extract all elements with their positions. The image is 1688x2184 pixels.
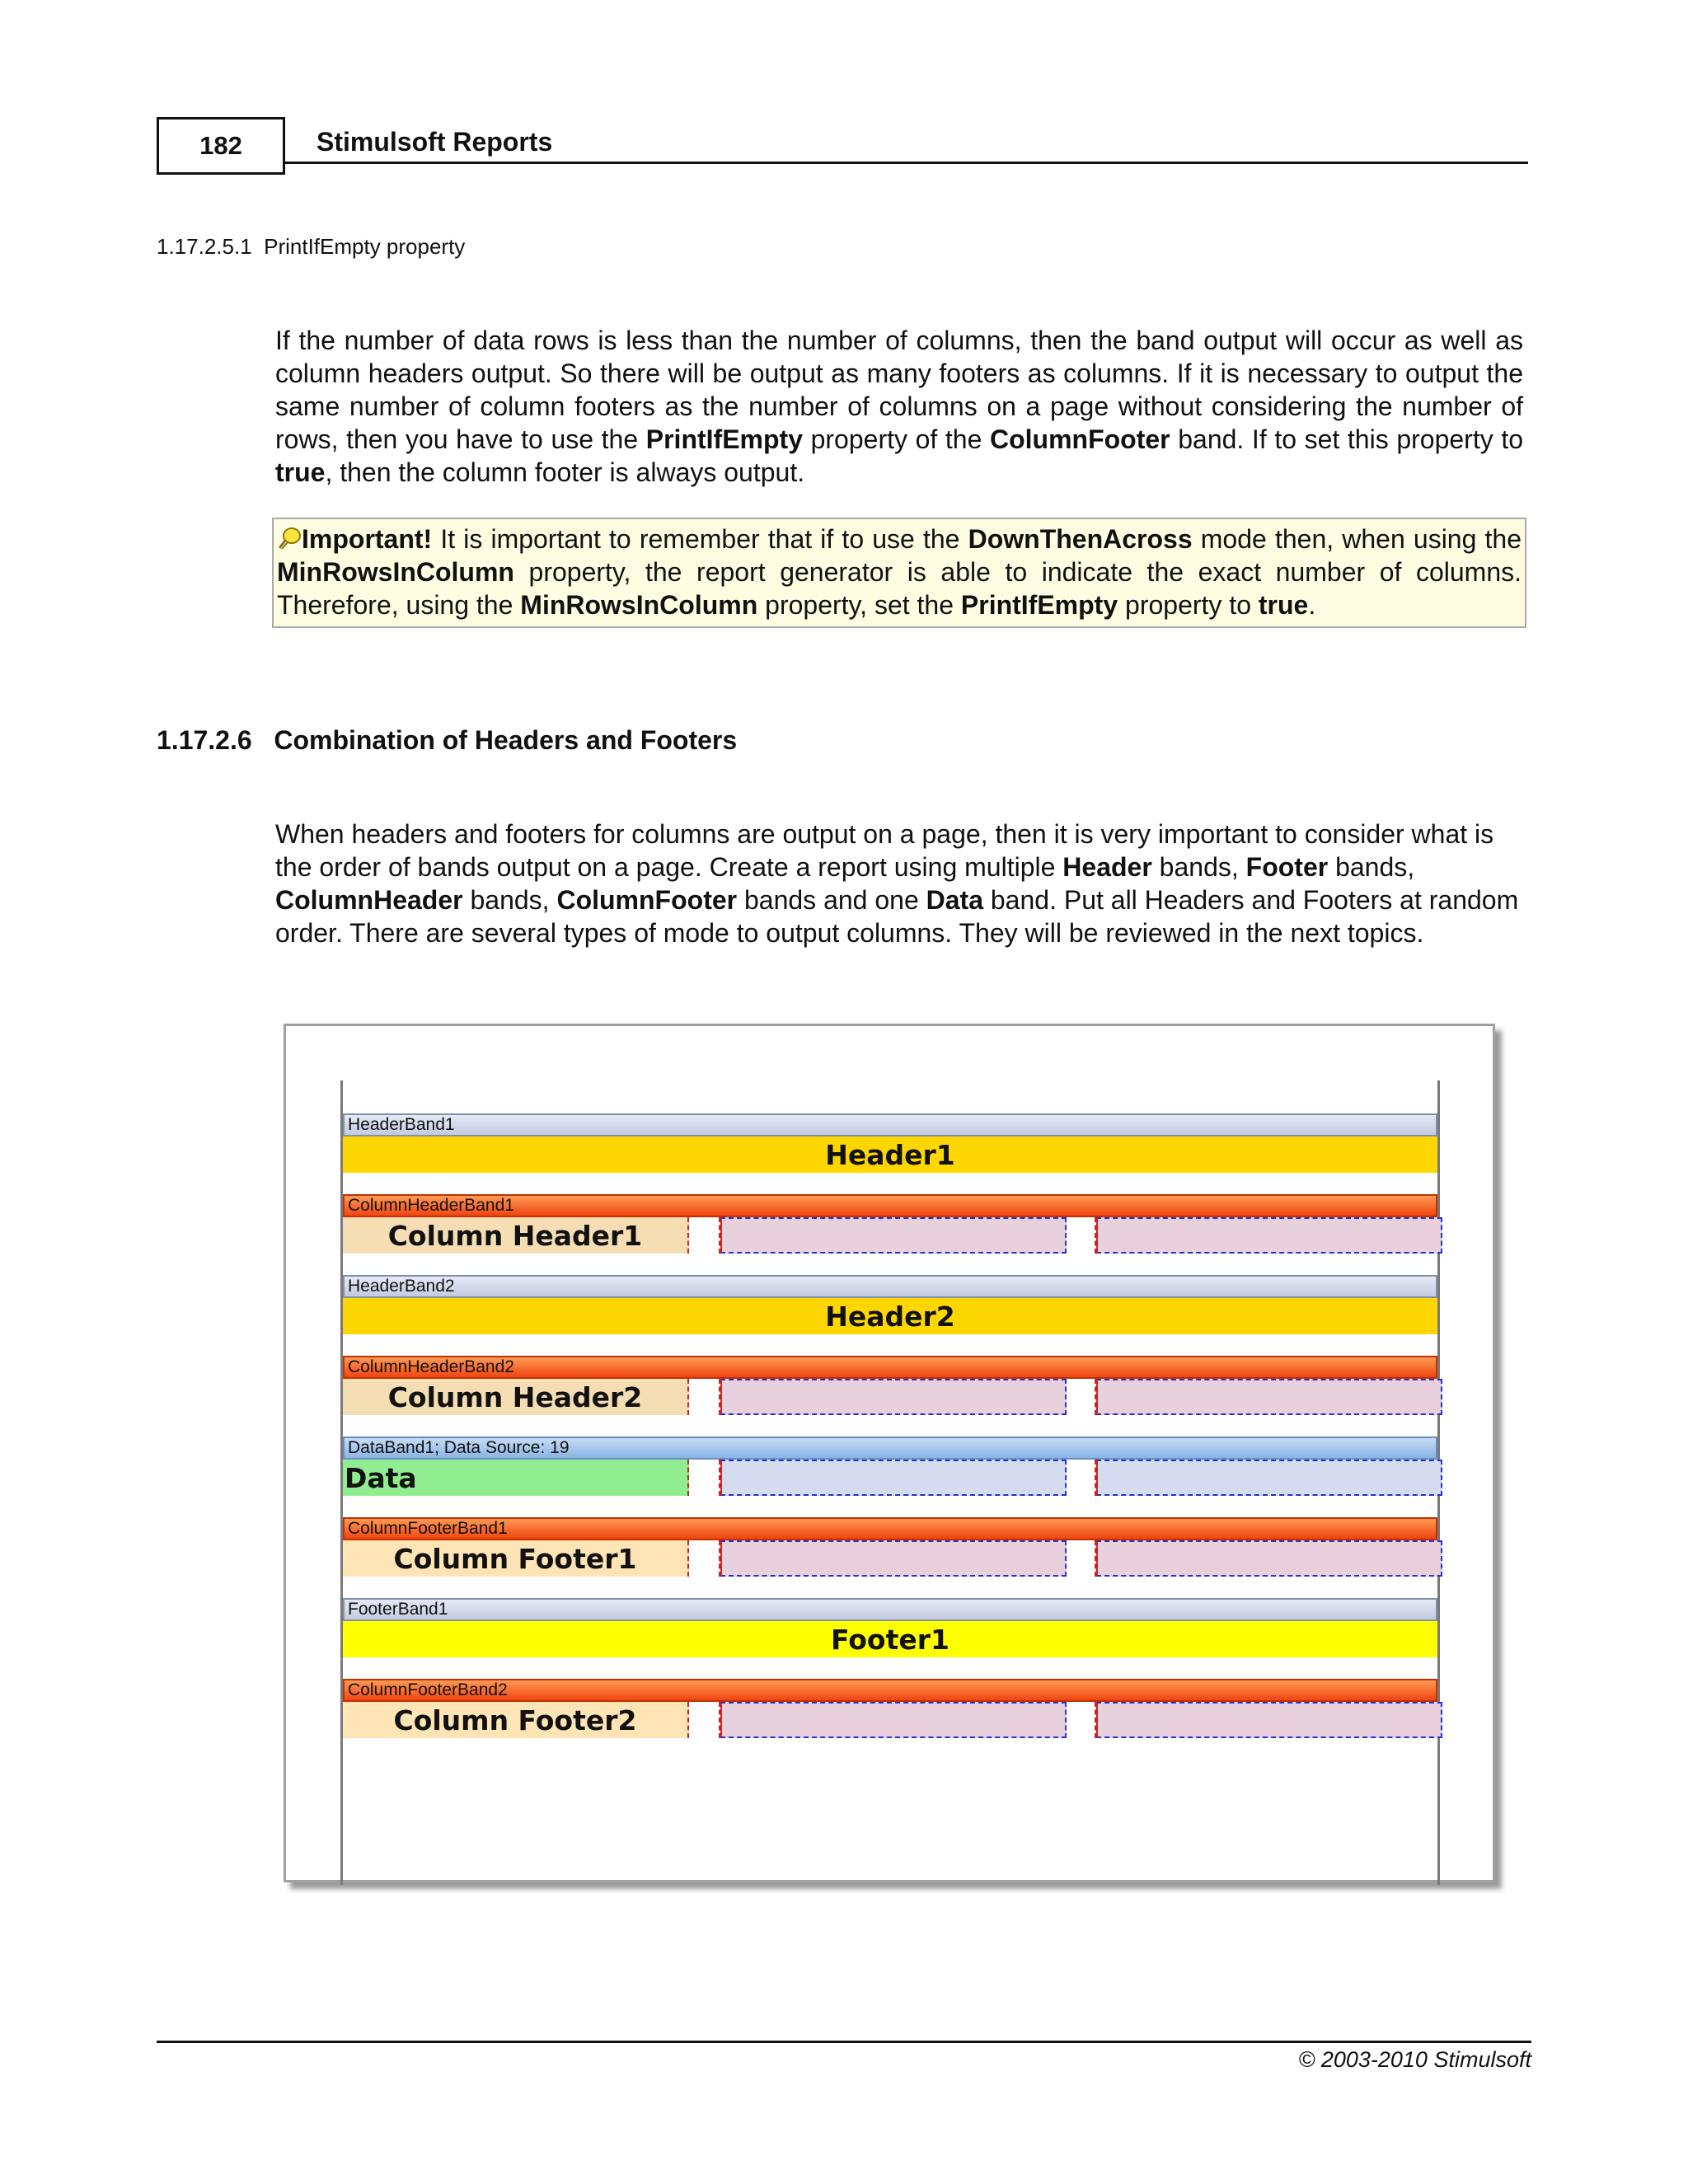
band-body (343, 1540, 1437, 1577)
column-ghost-cell (1096, 1702, 1442, 1738)
band-title: DataBand1; Data Source: 19 (343, 1436, 1437, 1460)
column-ghost-cell (1096, 1460, 1442, 1496)
text-run: , then the column footer is always output. (325, 457, 805, 487)
lightbulb-icon (277, 524, 302, 547)
text-run: bands and one (737, 885, 926, 915)
section-title: Combination of Headers and Footers (274, 725, 738, 755)
band-body (343, 1137, 1437, 1173)
column-ghost-cell (689, 1379, 720, 1415)
section-heading (157, 725, 737, 756)
column-ghost-cell (720, 1540, 1067, 1577)
band-body (343, 1379, 1437, 1415)
column-ghost-cell (720, 1217, 1067, 1254)
column-ghost-cell (1096, 1540, 1442, 1577)
report-band[interactable] (343, 1113, 1437, 1196)
bold-run: MinRowsInColumn (277, 557, 514, 587)
page-number: 182 (157, 117, 285, 175)
text-run: If the number of data rows is less than the number of columns, then the band output will occur as well as column headers output. So there will be output as many footers as columns. If it is necessary to output the same number of column footers as the number of columns on a page without considering the number of rows, then you have to use the (275, 326, 1523, 454)
important-note (272, 518, 1526, 628)
column-ghost-cell (689, 1702, 720, 1738)
column-ghost-cell (689, 1217, 720, 1254)
text-run: When headers and footers for columns are output on a page, then it is very important to consider what is the order of bands output on a page. Create a report using multiple (275, 819, 1494, 882)
text-run: . (1308, 590, 1316, 620)
column-ghost-cell (1067, 1217, 1096, 1254)
report-band[interactable] (343, 1356, 1437, 1438)
subsection-heading (157, 234, 465, 260)
text-run: property to (1118, 590, 1259, 620)
report-band[interactable] (343, 1194, 1437, 1277)
band-body (343, 1298, 1437, 1334)
report-band[interactable] (343, 1679, 1437, 1761)
running-header-title: Stimulsoft Reports (316, 127, 553, 157)
paragraph-printifempty (275, 324, 1523, 489)
column-ghost-cell (1096, 1217, 1442, 1254)
bold-run: PrintIfEmpty (960, 590, 1118, 620)
band-body (343, 1702, 1437, 1738)
band-text-component[interactable]: Header2 (343, 1298, 1437, 1334)
bold-run: true (1258, 590, 1309, 620)
text-run: bands, (1328, 852, 1415, 882)
report-band[interactable] (343, 1275, 1437, 1357)
band-text-component[interactable]: Column Header2 (343, 1379, 689, 1415)
column-ghost-cell (1096, 1379, 1442, 1415)
text-run: bands, (462, 885, 557, 915)
report-band[interactable] (343, 1436, 1437, 1519)
report-band[interactable] (343, 1598, 1437, 1680)
column-ghost-cell (720, 1379, 1067, 1415)
text-run: bands, (1151, 852, 1246, 882)
copyright-footer: © 2003-2010 Stimulsoft (1298, 2047, 1531, 2072)
band-title: HeaderBand2 (343, 1275, 1437, 1298)
note-label: Important! (302, 524, 433, 554)
band-text-component[interactable]: Column Header1 (343, 1217, 689, 1254)
band-text-component[interactable]: Footer1 (343, 1621, 1437, 1657)
text-run: property, set the (757, 590, 961, 620)
band-title: HeaderBand1 (343, 1113, 1437, 1137)
band-body (343, 1621, 1437, 1657)
column-ghost-cell (1067, 1460, 1096, 1496)
header-rule (285, 162, 1528, 164)
band-text-component[interactable]: Column Footer2 (343, 1702, 689, 1738)
paragraph-combination (275, 818, 1523, 949)
report-band[interactable] (343, 1517, 1437, 1600)
column-ghost-cell (1067, 1702, 1096, 1738)
band-title: ColumnHeaderBand2 (343, 1356, 1437, 1379)
band-text-component[interactable]: Column Footer1 (343, 1540, 689, 1577)
band-text-component[interactable]: Data (343, 1460, 689, 1496)
band-text-component[interactable]: Header1 (343, 1137, 1437, 1173)
report-page-area (340, 1080, 1440, 1885)
band-title: ColumnHeaderBand1 (343, 1194, 1437, 1217)
column-ghost-cell (720, 1702, 1067, 1738)
band-body (343, 1217, 1437, 1254)
band-body (343, 1460, 1437, 1496)
bold-run: ColumnFooter (989, 424, 1170, 454)
column-ghost-cell (689, 1460, 720, 1496)
band-title: FooterBand1 (343, 1598, 1437, 1621)
column-ghost-cell (689, 1540, 720, 1577)
band-title: ColumnFooterBand1 (343, 1517, 1437, 1540)
bold-run: true (275, 457, 326, 487)
column-ghost-cell (720, 1460, 1067, 1496)
text-run: property, the report generator is able to indicate the exact number of columns. Therefore, using the (277, 557, 1522, 620)
bold-run: ColumnFooter (556, 885, 738, 915)
bold-run: DownThenAcross (968, 524, 1193, 554)
text-run: mode then, when using the (1192, 524, 1522, 554)
column-ghost-cell (1067, 1540, 1096, 1577)
subsection-title: PrintIfEmpty property (264, 234, 466, 259)
column-ghost-cell (1067, 1379, 1096, 1415)
bold-run: ColumnHeader (275, 885, 463, 915)
section-number: 1.17.2.6 (157, 725, 252, 755)
subsection-number: 1.17.2.5.1 (157, 234, 252, 259)
footer-rule (157, 2041, 1531, 2043)
band-title: ColumnFooterBand2 (343, 1679, 1437, 1702)
bold-run: Footer (1245, 852, 1329, 882)
text-run: band. If to set this property to (1170, 424, 1523, 454)
bold-run: Data (926, 885, 983, 915)
text-run: band. Put all Headers and Footers at random order. There are several types of mode to output columns. They will be reviewed in the next topics. (275, 885, 1519, 948)
bold-run: MinRowsInColumn (520, 590, 758, 620)
text-run: property of the (802, 424, 990, 454)
bold-run: PrintIfEmpty (645, 424, 803, 454)
bold-run: Header (1062, 852, 1152, 882)
text-run: It is important to remember that if to use the (432, 524, 968, 554)
report-designer-figure (284, 1024, 1495, 1882)
